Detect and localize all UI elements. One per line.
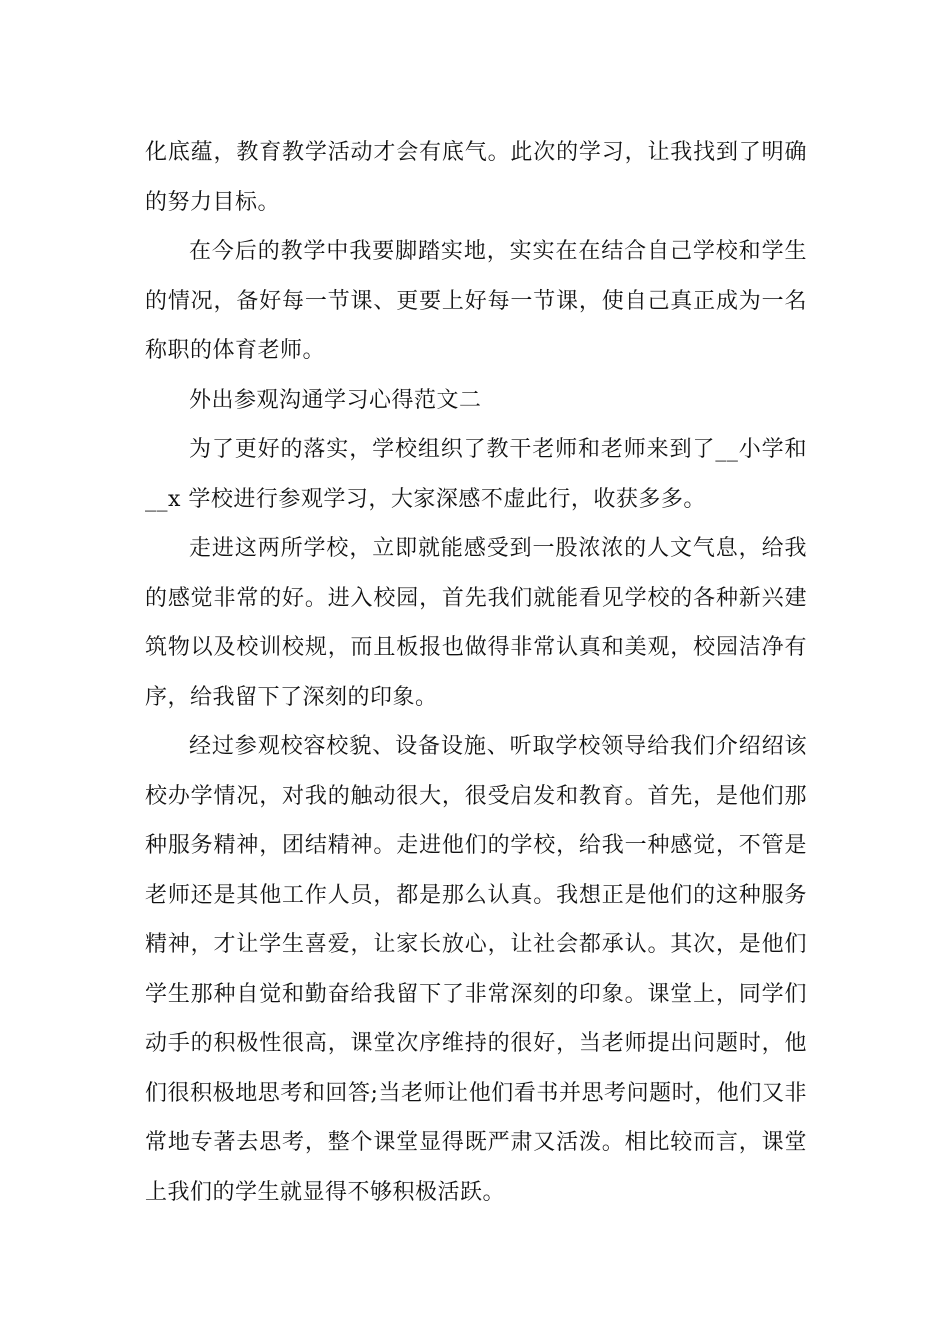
document-body bbox=[145, 128, 807, 1217]
paragraph-1: 化底蕴，教育教学活动才会有底气。此次的学习，让我找到了明确的努力目标。 bbox=[145, 140, 807, 215]
paragraph-2: 在今后的教学中我要脚踏实地，实实在在结合自己学校和学生的情况，备好每一节课、更要上好每一节课，使自己真正成为一名称职的体育老师。 bbox=[145, 239, 807, 363]
paragraph-5: 经过参观校容校貌、设备设施、听取学校领导给我们介绍绍该校办学情况，对我的触动很大，很受启发和教育。首先，是他们那种服务精神，团结精神。走进他们的学校，给我一种感觉，不管是老师还是其他工作人员，都是那么认真。我想正是他们的这种服务精神，才让学生喜爱，让家长放心，让社会都承认。其次，是他们学生那种自觉和勤奋给我留下了非常深刻的印象。课堂上，同学们动手的积极性很高，课堂次序维持的很好，当老师提出问题时，他们很积极地思考和回答;当老师让他们看书并思考问题时，他们又非常地专著去思考，整个课堂显得既严肃又活泼。相比较而言，课堂上我们的学生就显得不够积极活跃。 bbox=[145, 734, 807, 1205]
paragraph-4: 走进这两所学校，立即就能感受到一股浓浓的人文气息，给我的感觉非常的好。进入校园，首先我们就能看见学校的各种新兴建筑物以及校训校规，而且板报也做得非常认真和美观，校园洁净有序，给我留下了深刻的印象。 bbox=[145, 536, 807, 710]
section-heading: 外出参观沟通学习心得范文二 bbox=[189, 387, 482, 413]
paragraph-3: 为了更好的落实，学校组织了教干老师和老师来到了__小学和__x 学校进行参观学习，大家深感不虚此行，收获多多。 bbox=[145, 437, 807, 512]
